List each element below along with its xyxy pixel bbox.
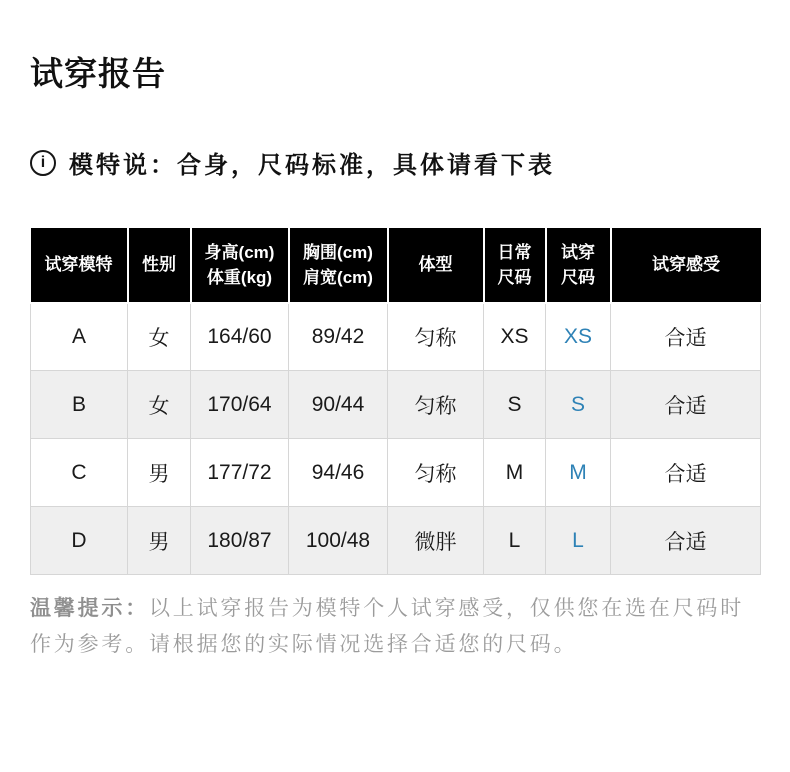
cell-height-weight: 164/60 bbox=[191, 303, 289, 371]
col-header-feeling: 试穿感受 bbox=[611, 228, 761, 303]
cell-height-weight: 170/64 bbox=[191, 371, 289, 439]
col-header-fitting-size: 试穿 尺码 bbox=[546, 228, 611, 303]
cell-height-weight: 177/72 bbox=[191, 439, 289, 507]
col-header-height-weight: 身高(cm) 体重(kg) bbox=[191, 228, 289, 303]
info-icon: i bbox=[30, 150, 56, 176]
table-row-model-c bbox=[31, 439, 761, 507]
fitting-report-table bbox=[30, 228, 761, 576]
cell-daily-size: L bbox=[484, 507, 546, 575]
cell-model: B bbox=[31, 371, 128, 439]
table-header bbox=[31, 228, 761, 303]
cell-body-type: 匀称 bbox=[388, 303, 484, 371]
cell-fitting-size: L bbox=[546, 507, 611, 575]
footnote bbox=[30, 591, 765, 663]
cell-chest-shoulder: 90/44 bbox=[289, 371, 388, 439]
col-header-model: 试穿模特 bbox=[31, 228, 128, 303]
model-comment-row bbox=[30, 148, 760, 178]
cell-gender: 女 bbox=[128, 303, 191, 371]
cell-chest-shoulder: 89/42 bbox=[289, 303, 388, 371]
cell-fitting-size: S bbox=[546, 371, 611, 439]
cell-gender: 男 bbox=[128, 439, 191, 507]
cell-model: C bbox=[31, 439, 128, 507]
table-row-model-d bbox=[31, 507, 761, 575]
footnote-line1: 以上试穿报告为模特个人试穿感受，仅供您在选在尺码时 bbox=[149, 597, 744, 621]
cell-feeling: 合适 bbox=[611, 371, 761, 439]
col-header-chest-shoulder: 胸围(cm) 肩宽(cm) bbox=[289, 228, 388, 303]
cell-daily-size: XS bbox=[484, 303, 546, 371]
footnote-line2: 作为参考。请根据您的实际情况选择合适您的尺码。 bbox=[30, 633, 578, 657]
col-header-body-type: 体型 bbox=[388, 228, 484, 303]
header-row bbox=[31, 228, 761, 303]
footnote-label: 温馨提示： bbox=[30, 597, 149, 621]
cell-gender: 男 bbox=[128, 507, 191, 575]
table-row-model-b bbox=[31, 371, 761, 439]
cell-fitting-size: M bbox=[546, 439, 611, 507]
col-header-gender: 性别 bbox=[128, 228, 191, 303]
table-body bbox=[31, 303, 761, 575]
cell-feeling: 合适 bbox=[611, 507, 761, 575]
cell-chest-shoulder: 94/46 bbox=[289, 439, 388, 507]
cell-body-type: 匀称 bbox=[388, 439, 484, 507]
cell-body-type: 微胖 bbox=[388, 507, 484, 575]
fitting-report-section bbox=[0, 54, 790, 663]
page-title: 试穿报告 bbox=[30, 55, 166, 92]
model-comment-text: 模特说：合身，尺码标准，具体请看下表 bbox=[69, 152, 555, 180]
cell-model: D bbox=[31, 507, 128, 575]
col-header-daily-size: 日常 尺码 bbox=[484, 228, 546, 303]
cell-daily-size: S bbox=[484, 371, 546, 439]
cell-body-type: 匀称 bbox=[388, 371, 484, 439]
cell-fitting-size: XS bbox=[546, 303, 611, 371]
cell-model: A bbox=[31, 303, 128, 371]
cell-gender: 女 bbox=[128, 371, 191, 439]
table-row-model-a bbox=[31, 303, 761, 371]
cell-chest-shoulder: 100/48 bbox=[289, 507, 388, 575]
cell-feeling: 合适 bbox=[611, 439, 761, 507]
cell-height-weight: 180/87 bbox=[191, 507, 289, 575]
cell-feeling: 合适 bbox=[611, 303, 761, 371]
cell-daily-size: M bbox=[484, 439, 546, 507]
